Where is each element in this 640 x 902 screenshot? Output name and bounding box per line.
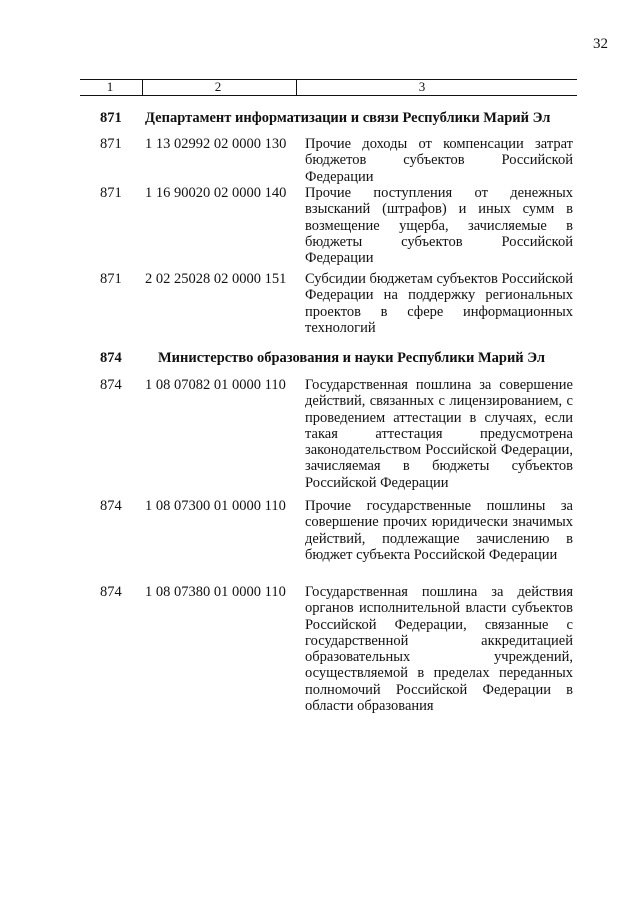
admin-code: 871 — [100, 136, 122, 152]
income-description: Субсидии бюджетам субъектов Российской Федерации на поддержку региональных проектов в сфере информационных технологий — [305, 271, 573, 336]
budget-classification-code: 1 08 07082 01 0000 110 — [145, 377, 286, 393]
income-description: Прочие государственные пошлины за совершение прочих юридически значимых действий, подлежащие зачислению в бюджет субъекта Российской Федерации — [305, 498, 573, 563]
admin-code: 871 — [100, 185, 122, 201]
income-description: Государственная пошлина за совершение действий, связанных с лицензированием, с проведением аттестации в случаях, если такая аттестация предусмотрена законодательством Российской Федерации, зачисляемая в бюджеты субъектов Российской Федерации — [305, 377, 573, 491]
department-name: Министерство образования и науки Республики Марий Эл — [158, 350, 546, 366]
admin-code: 871 — [100, 271, 122, 287]
department-code: 871 — [100, 110, 122, 126]
budget-classification-code: 2 02 25028 02 0000 151 — [145, 271, 287, 287]
page-number: 32 — [593, 36, 608, 52]
column-number: 3 — [418, 79, 426, 94]
department-name: Департамент информатизации и связи Республики Марий Эл — [145, 110, 551, 126]
header-divider — [142, 79, 143, 95]
budget-classification-code: 1 08 07300 01 0000 110 — [145, 498, 286, 514]
table-column-header — [80, 79, 577, 95]
header-top-rule — [80, 79, 577, 80]
income-description: Прочие доходы от компенсации затрат бюджетов субъектов Российской Федерации — [305, 136, 573, 185]
column-number: 1 — [106, 79, 114, 94]
department-code: 874 — [100, 350, 122, 366]
header-bottom-rule — [80, 95, 577, 96]
column-number: 2 — [214, 79, 222, 94]
income-description: Прочие поступления от денежных взысканий (штрафов) и иных сумм в возмещение ущерба, зачисляемые в бюджеты субъектов Российской Федерации — [305, 185, 573, 267]
income-description: Государственная пошлина за действия органов исполнительной власти субъектов Российской Федерации, связанные с государственной аккредитацией образовательных учреждений, осуществляемой в пределах переданных полномочий Российской Федерации в области образования — [305, 584, 573, 715]
budget-classification-code: 1 13 02992 02 0000 130 — [145, 136, 287, 152]
header-divider — [296, 79, 297, 95]
budget-classification-code: 1 08 07380 01 0000 110 — [145, 584, 286, 600]
admin-code: 874 — [100, 377, 122, 393]
admin-code: 874 — [100, 498, 122, 514]
admin-code: 874 — [100, 584, 122, 600]
budget-classification-code: 1 16 90020 02 0000 140 — [145, 185, 287, 201]
